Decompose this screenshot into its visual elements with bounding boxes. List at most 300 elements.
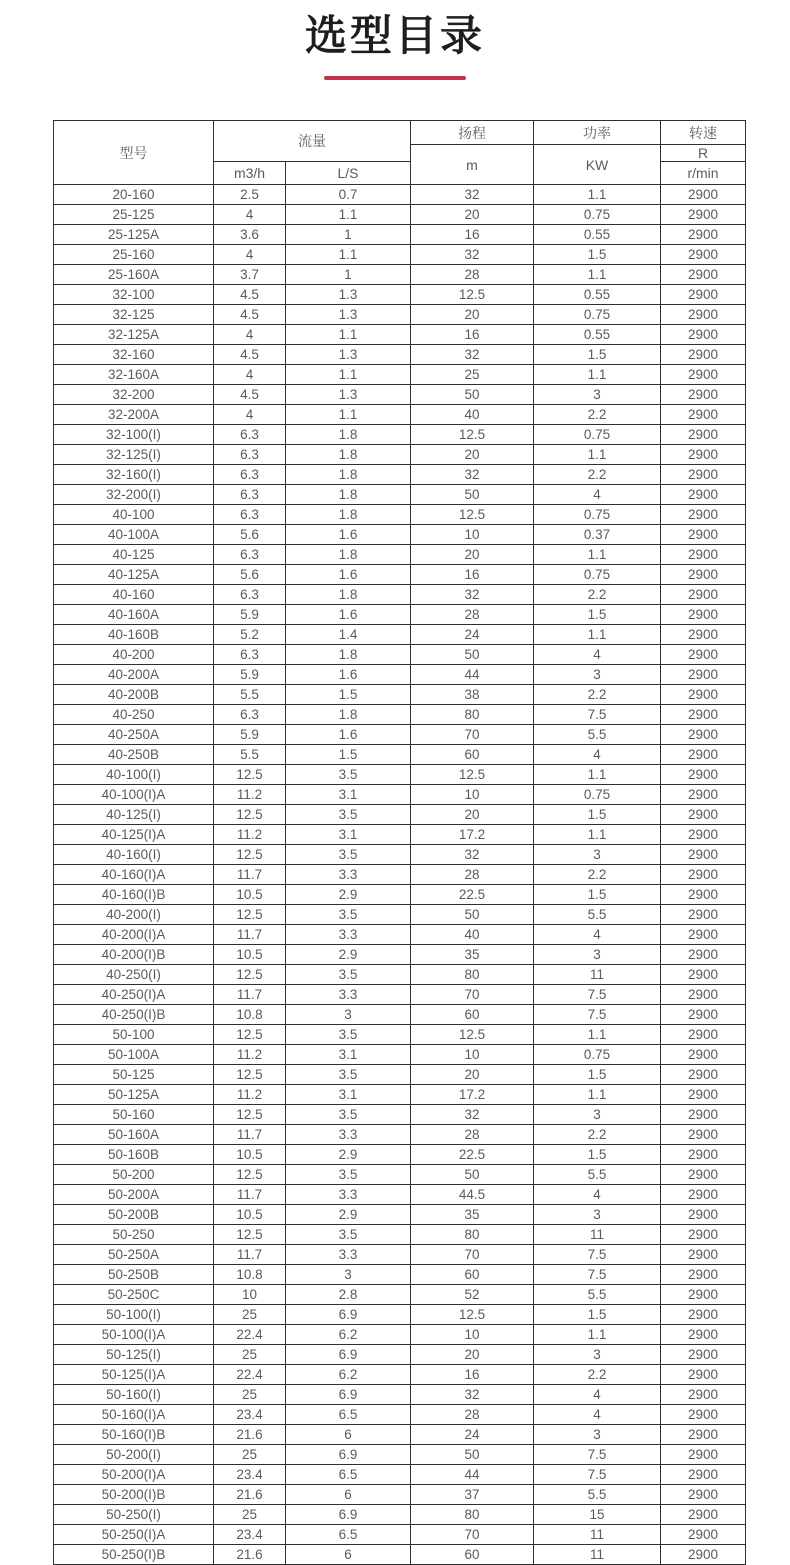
- head-cell: 20: [411, 445, 534, 465]
- speed-cell: 2900: [661, 345, 746, 365]
- power-cell: 3: [534, 945, 661, 965]
- flow-m3h-cell: 6.3: [214, 445, 286, 465]
- model-cell: 40-200(I): [54, 905, 214, 925]
- flow-ls-cell: 1.3: [286, 285, 411, 305]
- head-cell: 50: [411, 1445, 534, 1465]
- power-cell: 3: [534, 385, 661, 405]
- flow-ls-cell: 1.3: [286, 345, 411, 365]
- speed-cell: 2900: [661, 865, 746, 885]
- head-cell: 28: [411, 1405, 534, 1425]
- flow-m3h-cell: 23.4: [214, 1405, 286, 1425]
- power-cell: 0.55: [534, 325, 661, 345]
- flow-ls-cell: 6.9: [286, 1505, 411, 1525]
- power-cell: 11: [534, 965, 661, 985]
- model-cell: 32-125: [54, 305, 214, 325]
- model-cell: 50-200A: [54, 1185, 214, 1205]
- table-row: [54, 1345, 746, 1365]
- model-cell: 32-100(I): [54, 425, 214, 445]
- table-body: [54, 185, 746, 1565]
- flow-ls-cell: 1.8: [286, 505, 411, 525]
- flow-ls-cell: 6.5: [286, 1405, 411, 1425]
- speed-cell: 2900: [661, 565, 746, 585]
- flow-ls-cell: 3.5: [286, 965, 411, 985]
- table-row: [54, 1385, 746, 1405]
- model-cell: 40-250(I)B: [54, 1005, 214, 1025]
- speed-cell: 2900: [661, 545, 746, 565]
- head-cell: 20: [411, 205, 534, 225]
- flow-m3h-cell: 25: [214, 1305, 286, 1325]
- flow-ls-cell: 1.1: [286, 205, 411, 225]
- table-row: [54, 425, 746, 445]
- flow-m3h-cell: 12.5: [214, 905, 286, 925]
- flow-m3h-cell: 25: [214, 1345, 286, 1365]
- model-cell: 40-200B: [54, 685, 214, 705]
- speed-cell: 2900: [661, 1465, 746, 1485]
- head-cell: 38: [411, 685, 534, 705]
- flow-m3h-cell: 3.7: [214, 265, 286, 285]
- speed-cell: 2900: [661, 1245, 746, 1265]
- power-cell: 1.5: [534, 245, 661, 265]
- flow-ls-cell: 1.6: [286, 565, 411, 585]
- head-cell: 12.5: [411, 505, 534, 525]
- model-cell: 25-125: [54, 205, 214, 225]
- flow-m3h-cell: 6.3: [214, 585, 286, 605]
- power-cell: 1.5: [534, 605, 661, 625]
- speed-cell: 2900: [661, 1485, 746, 1505]
- flow-m3h-cell: 11.2: [214, 1085, 286, 1105]
- speed-cell: 2900: [661, 1145, 746, 1165]
- power-cell: 7.5: [534, 1445, 661, 1465]
- flow-ls-cell: 1.8: [286, 425, 411, 445]
- model-cell: 40-160B: [54, 625, 214, 645]
- head-cell: 17.2: [411, 825, 534, 845]
- power-cell: 7.5: [534, 705, 661, 725]
- head-cell: 80: [411, 1225, 534, 1245]
- power-cell: 3: [534, 845, 661, 865]
- head-cell: 37: [411, 1485, 534, 1505]
- flow-ls-cell: 3.1: [286, 825, 411, 845]
- model-cell: 40-160(I): [54, 845, 214, 865]
- table-row: [54, 785, 746, 805]
- power-cell: 5.5: [534, 905, 661, 925]
- table-row: [54, 1025, 746, 1045]
- flow-m3h-cell: 4.5: [214, 385, 286, 405]
- model-cell: 40-160: [54, 585, 214, 605]
- flow-m3h-cell: 11.7: [214, 925, 286, 945]
- table-row: [54, 705, 746, 725]
- power-cell: 5.5: [534, 1285, 661, 1305]
- power-cell: 2.2: [534, 465, 661, 485]
- selection-table: [53, 120, 746, 1565]
- speed-cell: 2900: [661, 1505, 746, 1525]
- speed-cell: 2900: [661, 925, 746, 945]
- speed-cell: 2900: [661, 665, 746, 685]
- model-cell: 50-200(I): [54, 1445, 214, 1465]
- model-cell: 32-160: [54, 345, 214, 365]
- flow-m3h-cell: 10.5: [214, 1205, 286, 1225]
- head-cell: 10: [411, 1045, 534, 1065]
- speed-cell: 2900: [661, 1185, 746, 1205]
- table-row: [54, 205, 746, 225]
- head-cell: 24: [411, 625, 534, 645]
- model-cell: 32-125A: [54, 325, 214, 345]
- power-cell: 1.5: [534, 345, 661, 365]
- model-cell: 50-125: [54, 1065, 214, 1085]
- model-cell: 40-100A: [54, 525, 214, 545]
- model-cell: 50-250: [54, 1225, 214, 1245]
- speed-cell: 2900: [661, 1265, 746, 1285]
- model-cell: 40-250(I)A: [54, 985, 214, 1005]
- head-cell: 44: [411, 1465, 534, 1485]
- table-row: [54, 1525, 746, 1545]
- speed-cell: 2900: [661, 505, 746, 525]
- speed-cell: 2900: [661, 1005, 746, 1025]
- model-cell: 50-125A: [54, 1085, 214, 1105]
- model-cell: 50-100(I)A: [54, 1325, 214, 1345]
- head-cell: 24: [411, 1425, 534, 1445]
- flow-ls-cell: 3.5: [286, 1065, 411, 1085]
- head-cell: 25: [411, 365, 534, 385]
- model-cell: 32-125(I): [54, 445, 214, 465]
- power-cell: 2.2: [534, 405, 661, 425]
- speed-cell: 2900: [661, 205, 746, 225]
- speed-cell: 2900: [661, 1545, 746, 1565]
- speed-cell: 2900: [661, 305, 746, 325]
- table-row: [54, 625, 746, 645]
- speed-cell: 2900: [661, 805, 746, 825]
- speed-cell: 2900: [661, 485, 746, 505]
- table-row: [54, 325, 746, 345]
- flow-m3h-cell: 2.5: [214, 185, 286, 205]
- table-row: [54, 805, 746, 825]
- table-row: [54, 645, 746, 665]
- head-cell: 35: [411, 1205, 534, 1225]
- power-cell: 1.1: [534, 765, 661, 785]
- speed-cell: 2900: [661, 725, 746, 745]
- head-cell: 10: [411, 525, 534, 545]
- flow-m3h-cell: 5.9: [214, 605, 286, 625]
- flow-ls-cell: 1: [286, 225, 411, 245]
- flow-ls-cell: 6: [286, 1545, 411, 1565]
- flow-ls-cell: 3.5: [286, 765, 411, 785]
- flow-m3h-cell: 10.5: [214, 945, 286, 965]
- model-cell: 32-200: [54, 385, 214, 405]
- speed-cell: 2900: [661, 325, 746, 345]
- model-cell: 40-100(I)A: [54, 785, 214, 805]
- flow-ls-cell: 3.5: [286, 1165, 411, 1185]
- flow-ls-cell: 3.1: [286, 785, 411, 805]
- speed-cell: 2900: [661, 285, 746, 305]
- flow-m3h-cell: 12.5: [214, 805, 286, 825]
- model-cell: 32-160A: [54, 365, 214, 385]
- flow-m3h-cell: 5.9: [214, 725, 286, 745]
- flow-m3h-cell: 12.5: [214, 1065, 286, 1085]
- flow-ls-cell: 3.3: [286, 865, 411, 885]
- flow-ls-cell: 3: [286, 1005, 411, 1025]
- power-cell: 0.75: [534, 565, 661, 585]
- flow-m3h-cell: 12.5: [214, 1105, 286, 1125]
- head-cell: 32: [411, 245, 534, 265]
- power-cell: 2.2: [534, 1125, 661, 1145]
- table-row: [54, 965, 746, 985]
- flow-m3h-cell: 10.5: [214, 1145, 286, 1165]
- flow-m3h-cell: 6.3: [214, 465, 286, 485]
- flow-ls-cell: 1.8: [286, 545, 411, 565]
- flow-m3h-cell: 10: [214, 1285, 286, 1305]
- head-cell: 50: [411, 385, 534, 405]
- flow-m3h-cell: 21.6: [214, 1485, 286, 1505]
- flow-m3h-cell: 22.4: [214, 1325, 286, 1345]
- model-cell: 50-100: [54, 1025, 214, 1045]
- table-row: [54, 945, 746, 965]
- flow-ls-cell: 1.8: [286, 585, 411, 605]
- power-cell: 1.1: [534, 825, 661, 845]
- table-row: [54, 1145, 746, 1165]
- flow-m3h-cell: 6.3: [214, 485, 286, 505]
- table-row: [54, 685, 746, 705]
- flow-ls-cell: 6.9: [286, 1305, 411, 1325]
- model-cell: 50-200(I)A: [54, 1465, 214, 1485]
- table-row: [54, 665, 746, 685]
- header-flow: 流量: [214, 121, 411, 162]
- power-cell: 7.5: [534, 1465, 661, 1485]
- head-cell: 32: [411, 345, 534, 365]
- table-row: [54, 1225, 746, 1245]
- flow-m3h-cell: 25: [214, 1385, 286, 1405]
- speed-cell: 2900: [661, 245, 746, 265]
- table-header: [54, 121, 746, 185]
- flow-m3h-cell: 11.2: [214, 825, 286, 845]
- head-cell: 70: [411, 1245, 534, 1265]
- speed-cell: 2900: [661, 405, 746, 425]
- table-row: [54, 1065, 746, 1085]
- power-cell: 1.1: [534, 1025, 661, 1045]
- flow-ls-cell: 1.1: [286, 405, 411, 425]
- header-model: 型号: [54, 121, 214, 185]
- model-cell: 50-250C: [54, 1285, 214, 1305]
- speed-cell: 2900: [661, 845, 746, 865]
- head-cell: 70: [411, 725, 534, 745]
- table-row: [54, 1405, 746, 1425]
- flow-m3h-cell: 12.5: [214, 765, 286, 785]
- flow-ls-cell: 2.9: [286, 1205, 411, 1225]
- flow-ls-cell: 1.3: [286, 305, 411, 325]
- speed-cell: 2900: [661, 965, 746, 985]
- table-row: [54, 1425, 746, 1445]
- power-cell: 2.2: [534, 685, 661, 705]
- speed-cell: 2900: [661, 1525, 746, 1545]
- power-cell: 4: [534, 745, 661, 765]
- model-cell: 40-125: [54, 545, 214, 565]
- flow-m3h-cell: 5.5: [214, 745, 286, 765]
- model-cell: 50-160(I)A: [54, 1405, 214, 1425]
- flow-m3h-cell: 4.5: [214, 305, 286, 325]
- table-row: [54, 1165, 746, 1185]
- flow-m3h-cell: 12.5: [214, 1025, 286, 1045]
- speed-cell: 2900: [661, 365, 746, 385]
- speed-cell: 2900: [661, 1305, 746, 1325]
- flow-ls-cell: 2.9: [286, 1145, 411, 1165]
- page-title: 选型目录: [304, 12, 485, 59]
- table-row: [54, 225, 746, 245]
- model-cell: 40-100: [54, 505, 214, 525]
- table-row: [54, 825, 746, 845]
- head-cell: 20: [411, 545, 534, 565]
- speed-cell: 2900: [661, 1325, 746, 1345]
- model-cell: 40-200A: [54, 665, 214, 685]
- table-row: [54, 525, 746, 545]
- speed-cell: 2900: [661, 625, 746, 645]
- flow-m3h-cell: 6.3: [214, 425, 286, 445]
- flow-ls-cell: 3.3: [286, 1125, 411, 1145]
- flow-m3h-cell: 25: [214, 1505, 286, 1525]
- flow-ls-cell: 6: [286, 1425, 411, 1445]
- flow-ls-cell: 3.1: [286, 1045, 411, 1065]
- power-cell: 2.2: [534, 865, 661, 885]
- table-row: [54, 1545, 746, 1565]
- flow-m3h-cell: 10.8: [214, 1005, 286, 1025]
- flow-m3h-cell: 10.8: [214, 1265, 286, 1285]
- flow-ls-cell: 6.2: [286, 1325, 411, 1345]
- power-cell: 0.55: [534, 285, 661, 305]
- flow-ls-cell: 3: [286, 1265, 411, 1285]
- flow-m3h-cell: 12.5: [214, 1225, 286, 1245]
- table-row: [54, 725, 746, 745]
- table-row: [54, 405, 746, 425]
- head-cell: 80: [411, 705, 534, 725]
- flow-m3h-cell: 11.2: [214, 1045, 286, 1065]
- flow-ls-cell: 1.1: [286, 365, 411, 385]
- head-cell: 12.5: [411, 1025, 534, 1045]
- table-row: [54, 305, 746, 325]
- power-cell: 4: [534, 925, 661, 945]
- head-cell: 20: [411, 305, 534, 325]
- power-cell: 0.75: [534, 305, 661, 325]
- flow-ls-cell: 1.8: [286, 445, 411, 465]
- model-cell: 40-125(I): [54, 805, 214, 825]
- speed-cell: 2900: [661, 1285, 746, 1305]
- flow-m3h-cell: 11.7: [214, 1125, 286, 1145]
- head-cell: 10: [411, 785, 534, 805]
- flow-ls-cell: 3.5: [286, 1225, 411, 1245]
- power-cell: 3: [534, 1105, 661, 1125]
- power-cell: 5.5: [534, 725, 661, 745]
- table-row: [54, 245, 746, 265]
- table-row: [54, 385, 746, 405]
- power-cell: 3: [534, 1205, 661, 1225]
- flow-ls-cell: 2.8: [286, 1285, 411, 1305]
- power-cell: 5.5: [534, 1165, 661, 1185]
- model-cell: 25-160: [54, 245, 214, 265]
- head-cell: 22.5: [411, 885, 534, 905]
- power-cell: 1.5: [534, 1305, 661, 1325]
- model-cell: 40-160(I)A: [54, 865, 214, 885]
- power-cell: 7.5: [534, 1005, 661, 1025]
- flow-m3h-cell: 12.5: [214, 965, 286, 985]
- power-cell: 0.55: [534, 225, 661, 245]
- flow-ls-cell: 3.5: [286, 845, 411, 865]
- flow-m3h-cell: 3.6: [214, 225, 286, 245]
- title-underline: [324, 76, 466, 80]
- speed-cell: 2900: [661, 705, 746, 725]
- flow-ls-cell: 3.3: [286, 1245, 411, 1265]
- model-cell: 50-160B: [54, 1145, 214, 1165]
- header-head: 扬程: [411, 121, 534, 145]
- table-row: [54, 1285, 746, 1305]
- flow-ls-cell: 6.9: [286, 1345, 411, 1365]
- table-row: [54, 925, 746, 945]
- flow-m3h-cell: 12.5: [214, 845, 286, 865]
- table-row: [54, 545, 746, 565]
- model-cell: 40-250B: [54, 745, 214, 765]
- table-row: [54, 1485, 746, 1505]
- flow-m3h-cell: 11.7: [214, 1245, 286, 1265]
- speed-cell: 2900: [661, 585, 746, 605]
- head-cell: 60: [411, 1265, 534, 1285]
- table-row: [54, 185, 746, 205]
- flow-ls-cell: 1.6: [286, 605, 411, 625]
- head-cell: 44: [411, 665, 534, 685]
- table-row: [54, 865, 746, 885]
- model-cell: 32-160(I): [54, 465, 214, 485]
- flow-ls-cell: 6.9: [286, 1445, 411, 1465]
- flow-m3h-cell: 11.2: [214, 785, 286, 805]
- header-power-unit: KW: [534, 145, 661, 185]
- model-cell: 50-125(I)A: [54, 1365, 214, 1385]
- power-cell: 4: [534, 1385, 661, 1405]
- table-row: [54, 1005, 746, 1025]
- model-cell: 40-100(I): [54, 765, 214, 785]
- head-cell: 12.5: [411, 765, 534, 785]
- head-cell: 44.5: [411, 1185, 534, 1205]
- flow-ls-cell: 3.3: [286, 1185, 411, 1205]
- flow-ls-cell: 1.8: [286, 465, 411, 485]
- flow-m3h-cell: 5.2: [214, 625, 286, 645]
- flow-ls-cell: 3.3: [286, 985, 411, 1005]
- flow-m3h-cell: 23.4: [214, 1465, 286, 1485]
- model-cell: 40-250(I): [54, 965, 214, 985]
- table-row: [54, 345, 746, 365]
- speed-cell: 2900: [661, 1365, 746, 1385]
- power-cell: 1.1: [534, 1325, 661, 1345]
- flow-ls-cell: 3.5: [286, 1025, 411, 1045]
- model-cell: 25-125A: [54, 225, 214, 245]
- model-cell: 40-125(I)A: [54, 825, 214, 845]
- power-cell: 4: [534, 1405, 661, 1425]
- table-row: [54, 1185, 746, 1205]
- power-cell: 0.75: [534, 205, 661, 225]
- speed-cell: 2900: [661, 445, 746, 465]
- head-cell: 50: [411, 905, 534, 925]
- flow-m3h-cell: 25: [214, 1445, 286, 1465]
- table-row: [54, 1125, 746, 1145]
- power-cell: 7.5: [534, 985, 661, 1005]
- flow-ls-cell: 1.8: [286, 485, 411, 505]
- power-cell: 1.1: [534, 265, 661, 285]
- head-cell: 28: [411, 1125, 534, 1145]
- flow-m3h-cell: 4.5: [214, 285, 286, 305]
- flow-ls-cell: 1.6: [286, 725, 411, 745]
- flow-ls-cell: 1.8: [286, 705, 411, 725]
- flow-ls-cell: 3.1: [286, 1085, 411, 1105]
- power-cell: 5.5: [534, 1485, 661, 1505]
- flow-ls-cell: 6.2: [286, 1365, 411, 1385]
- head-cell: 40: [411, 405, 534, 425]
- flow-m3h-cell: 4: [214, 365, 286, 385]
- flow-m3h-cell: 22.4: [214, 1365, 286, 1385]
- table-row: [54, 1205, 746, 1225]
- flow-m3h-cell: 5.5: [214, 685, 286, 705]
